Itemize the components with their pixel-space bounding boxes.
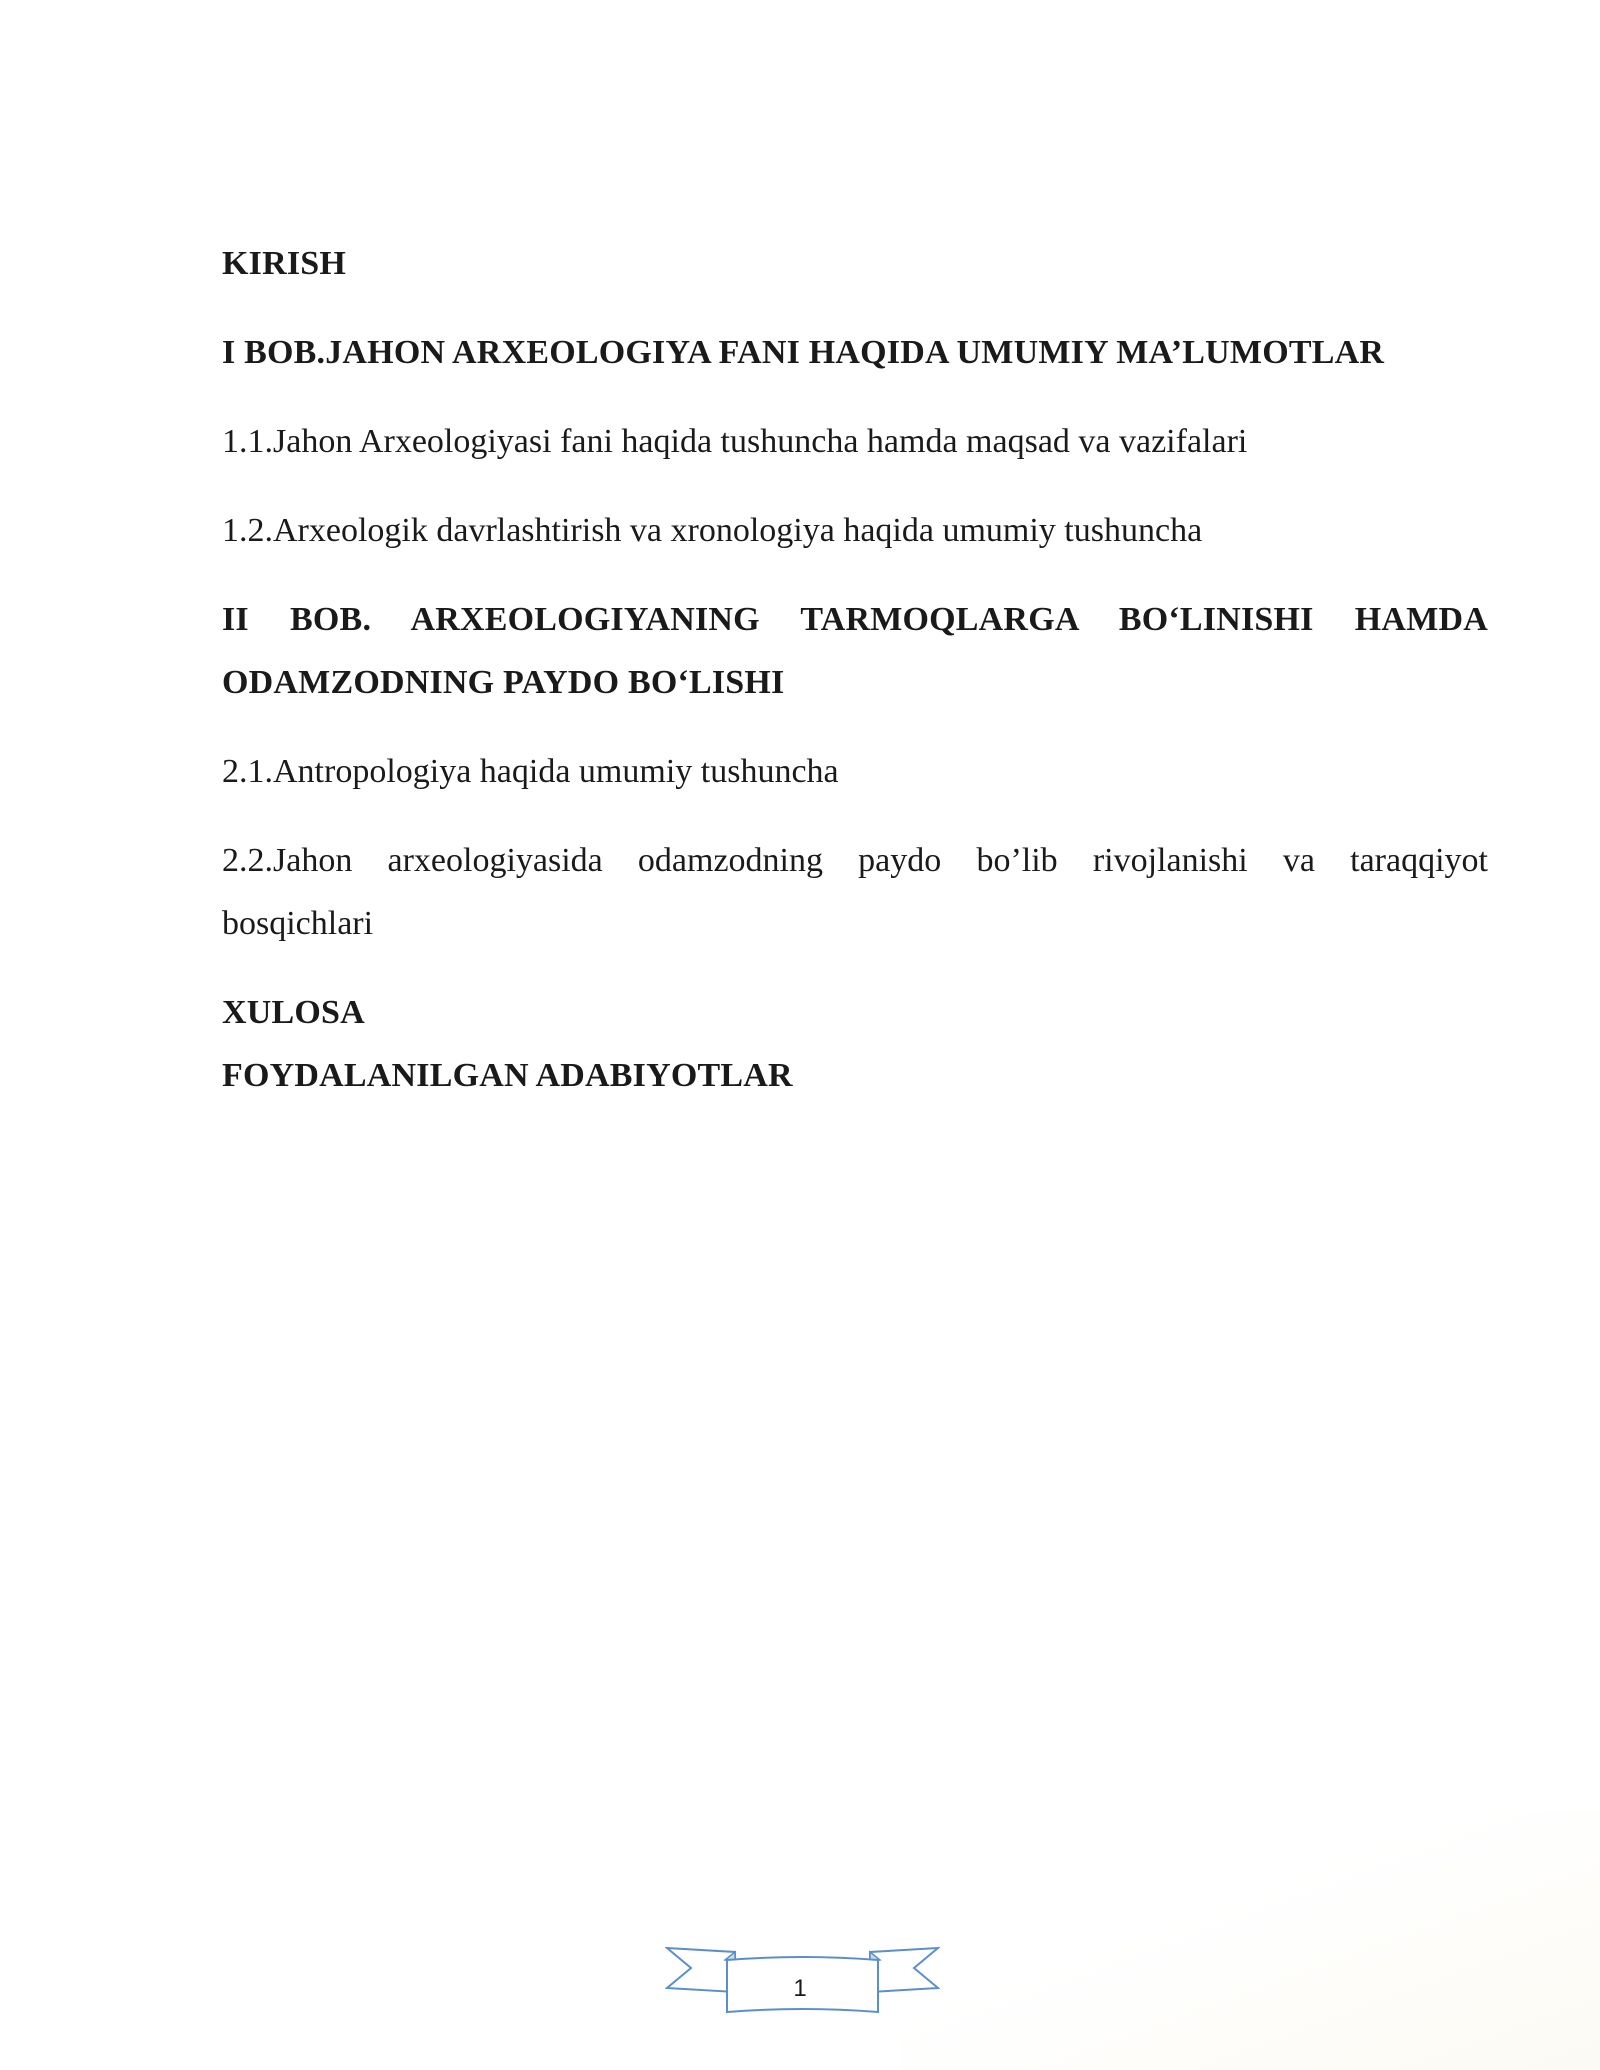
toc-chapter-2-title-line-2: ODAMZODNING PAYDO BO‘LISHI xyxy=(222,664,785,701)
page-number: 1 xyxy=(793,1975,807,2002)
page-corner-shade xyxy=(900,1810,1600,2070)
table-of-contents xyxy=(222,232,1488,1107)
toc-section-1-1: 1.1.Jahon Arxeologiyasi fani haqida tushuncha hamda maqsad va vazifalari xyxy=(222,423,1248,460)
toc-section-1-2: 1.2.Arxeologik davrlashtirish va xronologiya haqida umumiy tushuncha xyxy=(222,512,1203,549)
toc-chapter-2-title-line-1: II BOB. ARXEOLOGIYANING TARMOQLARGA BO‘LINISHI HAMDA xyxy=(222,601,1488,638)
toc-chapter-1-title: I BOB.JAHON ARXEOLOGIYA FANI HAQIDA UMUMIY MA’LUMOTLAR xyxy=(222,334,1385,371)
toc-references: FOYDALANILGAN ADABIYOTLAR xyxy=(222,1057,793,1094)
toc-conclusion: XULOSA xyxy=(222,994,365,1031)
toc-section-2-2-line-1: 2.2.Jahon arxeologiyasida odamzodning paydo bo’lib rivojlanishi va taraqqiyot xyxy=(222,842,1488,879)
toc-chapter-2-title xyxy=(222,588,1488,714)
toc-section-2-2 xyxy=(222,829,1488,955)
toc-intro: KIRISH xyxy=(222,245,347,282)
toc-section-2-1: 2.1.Antropologiya haqida umumiy tushuncha xyxy=(222,753,839,790)
toc-section-2-2-line-2: bosqichlari xyxy=(222,905,374,942)
